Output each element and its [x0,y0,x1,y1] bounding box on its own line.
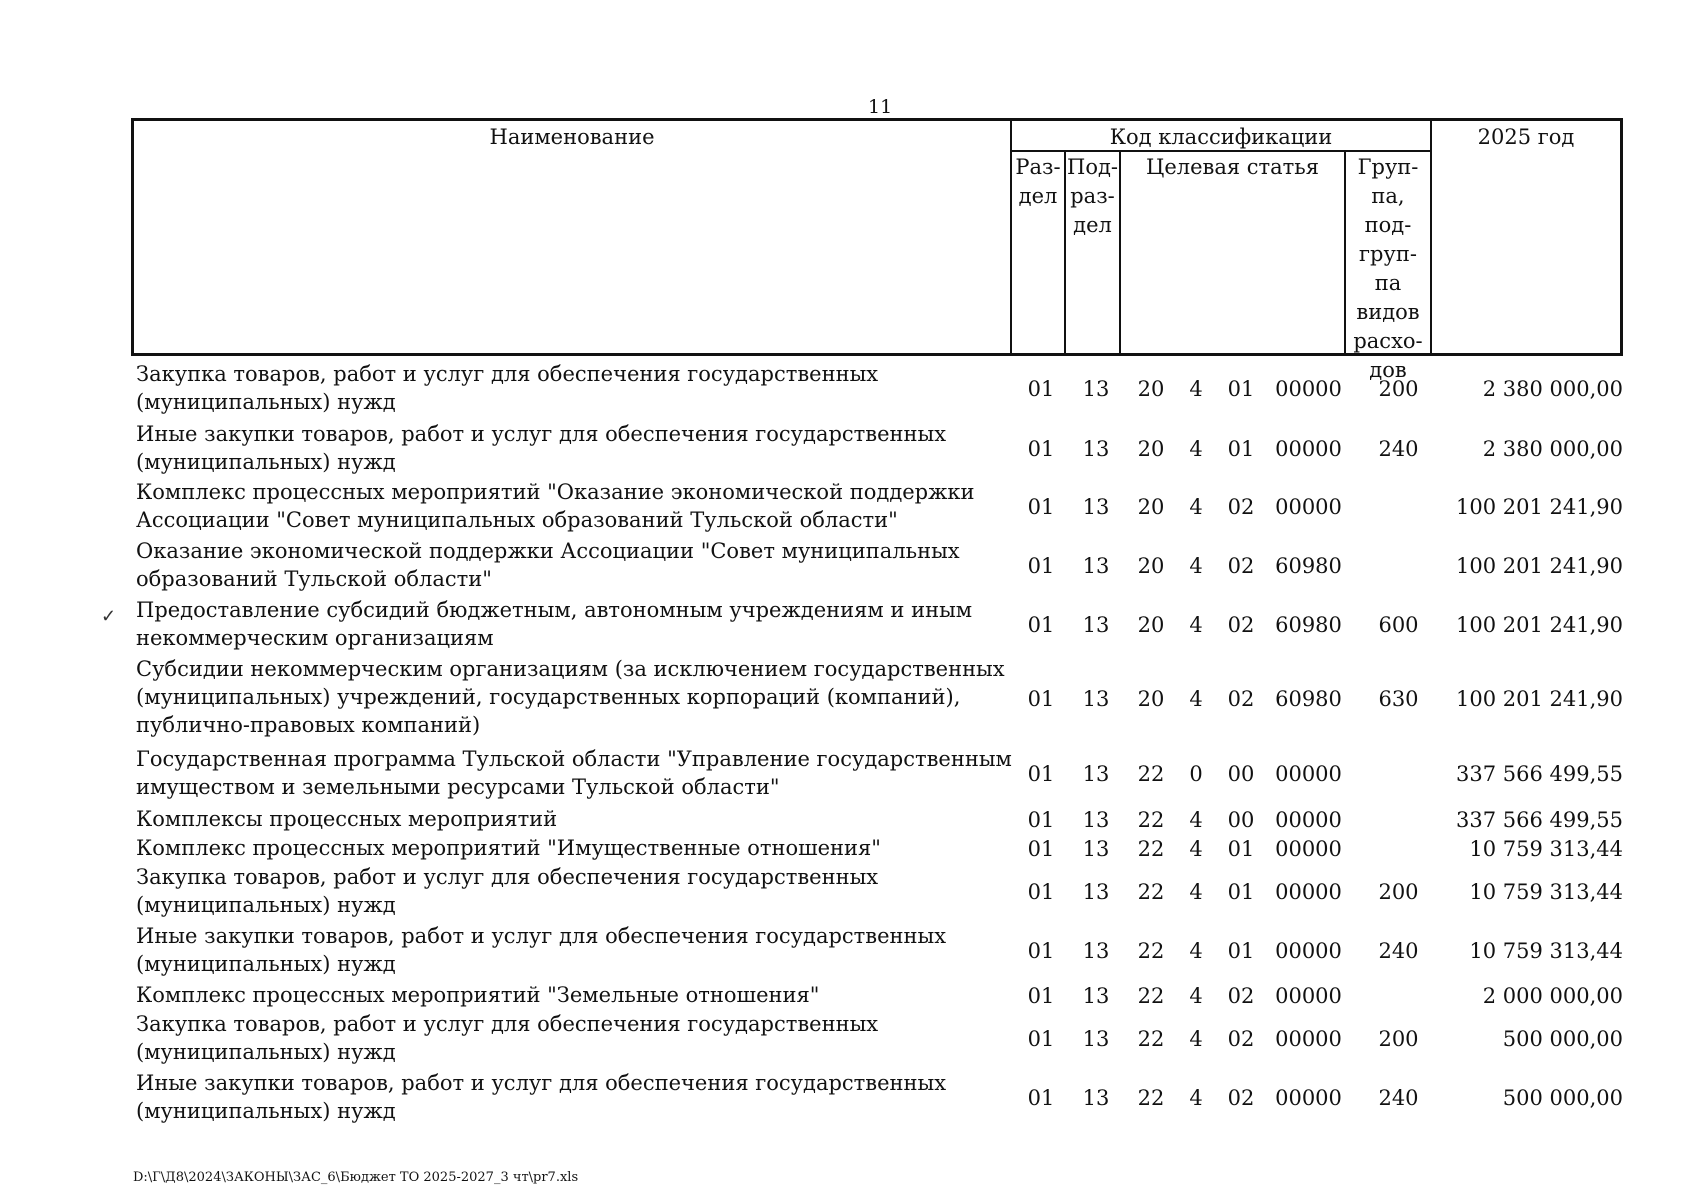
row-razdel: 01 [1027,554,1055,578]
header-group: Груп- па, под- груп- па видов расхо- дов [1353,155,1423,382]
row-amount: 2 000 000,00 [1482,983,1623,1008]
row-razdel: 01 [1027,437,1055,461]
header-section: Раз- дел [1015,155,1061,208]
row-name: Закупка товаров, работ и услуг для обеспечения государственных (муниципальных) нужд [136,362,879,414]
row-group: 240 [1378,939,1419,963]
row-amount: 337 566 499,55 [1456,762,1623,786]
row-cs3: 01 [1227,939,1255,963]
row-cs2: 4 [1189,687,1203,711]
row-amount: 100 201 241,90 [1456,613,1623,637]
table-row [131,360,1631,418]
row-cs1: 20 [1137,495,1165,519]
row-cs2: 4 [1189,1086,1203,1110]
row-amount: 10 759 313,44 [1469,880,1623,904]
table-row [131,420,1631,478]
row-cs4: 00000 [1275,983,1342,1008]
row-cs3: 01 [1227,377,1255,401]
row-cs1: 22 [1137,983,1165,1008]
row-cs3: 02 [1227,613,1255,637]
row-cs4: 00000 [1275,1086,1342,1110]
row-group: 240 [1378,1086,1419,1110]
row-cs2: 4 [1189,554,1203,578]
header-name: Наименование [489,125,655,149]
row-name: Государственная программа Тульской области "Управление государственным имуществом и земельными ресурсами Тульской области" [136,747,1012,799]
row-cs3: 02 [1227,1027,1255,1051]
row-cs4: 00000 [1275,377,1342,401]
row-cs2: 4 [1189,880,1203,904]
row-amount: 10 759 313,44 [1469,939,1623,963]
row-podrazdel: 13 [1082,1027,1110,1051]
row-cs4: 00000 [1275,495,1342,519]
row-name: Предоставление субсидий бюджетным, автономным учреждениям и иным некоммерческим организациям [136,598,973,650]
row-name: Комплекс процессных мероприятий "Оказание экономической поддержки Ассоциации "Совет муниципальных образований Тульской области" [136,480,975,532]
row-cs4: 00000 [1275,437,1342,461]
row-group: 200 [1378,377,1419,401]
row-razdel: 01 [1027,687,1055,711]
row-cs2: 4 [1189,983,1203,1008]
row-razdel: 01 [1027,836,1055,861]
row-cs4: 00000 [1275,1027,1342,1051]
table-row [131,922,1631,980]
row-cs1: 20 [1137,554,1165,578]
row-amount: 2 380 000,00 [1482,437,1623,461]
row-group: 600 [1378,613,1419,637]
row-cs3: 02 [1227,1086,1255,1110]
row-razdel: 01 [1027,762,1055,786]
row-cs2: 4 [1189,377,1203,401]
row-cs3: 02 [1227,495,1255,519]
row-amount: 2 380 000,00 [1482,377,1623,401]
row-cs4: 00000 [1275,836,1342,861]
row-podrazdel: 13 [1082,495,1110,519]
row-amount: 500 000,00 [1502,1086,1623,1110]
row-cs3: 00 [1227,807,1255,832]
row-group: 200 [1378,880,1419,904]
row-razdel: 01 [1027,1027,1055,1051]
row-name: Иные закупки товаров, работ и услуг для обеспечения государственных (муниципальных) нужд [136,924,947,976]
row-cs1: 22 [1137,1086,1165,1110]
row-cs3: 02 [1227,687,1255,711]
row-name: Иные закупки товаров, работ и услуг для обеспечения государственных (муниципальных) нужд [136,1071,947,1123]
row-cs3: 02 [1227,983,1255,1008]
row-podrazdel: 13 [1082,880,1110,904]
row-podrazdel: 13 [1082,1086,1110,1110]
row-cs2: 4 [1189,495,1203,519]
row-razdel: 01 [1027,880,1055,904]
header-classification: Код классификации [1109,125,1333,149]
page-number: 11 [868,96,893,118]
row-cs1: 20 [1137,687,1165,711]
row-cs4: 60980 [1275,613,1342,637]
row-amount: 10 759 313,44 [1469,836,1623,861]
row-podrazdel: 13 [1082,437,1110,461]
row-name: Комплекс процессных мероприятий "Имущественные отношения" [136,836,881,860]
row-razdel: 01 [1027,495,1055,519]
row-name: Комплексы процессных мероприятий [136,807,558,831]
row-cs1: 22 [1137,836,1165,861]
table-row [131,1069,1631,1127]
row-cs3: 01 [1227,437,1255,461]
table-row [131,834,1631,863]
row-cs4: 60980 [1275,554,1342,578]
row-amount: 337 566 499,55 [1456,807,1623,832]
row-podrazdel: 13 [1082,687,1110,711]
table-row [131,805,1631,834]
row-razdel: 01 [1027,613,1055,637]
row-podrazdel: 13 [1082,762,1110,786]
row-cs1: 22 [1137,880,1165,904]
table-row [131,537,1631,595]
row-cs4: 00000 [1275,762,1342,786]
row-cs1: 22 [1137,939,1165,963]
row-cs2: 4 [1189,437,1203,461]
header-subsection: Под- раз- дел [1067,155,1118,237]
row-cs2: 4 [1189,613,1203,637]
row-cs1: 22 [1137,762,1165,786]
table-row [131,1010,1631,1068]
row-amount: 100 201 241,90 [1456,554,1623,578]
row-cs2: 4 [1189,836,1203,861]
row-razdel: 01 [1027,939,1055,963]
row-cs2: 4 [1189,1027,1203,1051]
row-group: 630 [1378,687,1419,711]
row-group: 240 [1378,437,1419,461]
row-razdel: 01 [1027,377,1055,401]
row-cs4: 00000 [1275,939,1342,963]
row-podrazdel: 13 [1082,807,1110,832]
row-podrazdel: 13 [1082,983,1110,1008]
row-podrazdel: 13 [1082,836,1110,861]
row-cs3: 02 [1227,554,1255,578]
row-cs3: 01 [1227,836,1255,861]
row-name: Субсидии некоммерческим организациям (за исключением государственных (муниципальных) учреждений, государственных корпораций (компаний), публично-правовых компаний) [136,657,1005,737]
row-amount: 100 201 241,90 [1456,687,1623,711]
row-cs4: 60980 [1275,687,1342,711]
header-year: 2025 год [1477,125,1575,149]
table-row [131,745,1631,803]
row-cs3: 01 [1227,880,1255,904]
table-row [131,478,1631,536]
row-cs1: 22 [1137,1027,1165,1051]
header-target-article: Целевая статья [1146,155,1319,179]
row-cs2: 0 [1189,762,1203,786]
row-name: Закупка товаров, работ и услуг для обеспечения государственных (муниципальных) нужд [136,1012,879,1064]
file-path-footer: D:\Г\Д8\2024\ЗАКОНЫ\ЗАС_6\Бюджет ТО 2025-2027_3 чт\pr7.xls [133,1170,579,1185]
row-name: Оказание экономической поддержки Ассоциации "Совет муниципальных образований Тульской области" [136,539,960,591]
row-group: 200 [1378,1027,1419,1051]
row-name: Иные закупки товаров, работ и услуг для обеспечения государственных (муниципальных) нужд [136,422,947,474]
table-header [131,118,1623,382]
row-podrazdel: 13 [1082,939,1110,963]
row-podrazdel: 13 [1082,554,1110,578]
row-razdel: 01 [1027,983,1055,1008]
row-cs3: 00 [1227,762,1255,786]
row-amount: 500 000,00 [1502,1027,1623,1051]
table-row [131,596,1631,654]
table-row [131,655,1631,743]
row-cs4: 00000 [1275,807,1342,832]
row-podrazdel: 13 [1082,377,1110,401]
row-razdel: 01 [1027,807,1055,832]
row-cs1: 22 [1137,807,1165,832]
row-amount: 100 201 241,90 [1456,495,1623,519]
row-cs2: 4 [1189,807,1203,832]
row-cs4: 00000 [1275,880,1342,904]
row-razdel: 01 [1027,1086,1055,1110]
row-name: Комплекс процессных мероприятий "Земельные отношения" [136,983,820,1007]
check-mark-icon: ✓ [101,606,117,627]
table-row [131,981,1631,1010]
row-cs1: 20 [1137,437,1165,461]
table-row [131,863,1631,921]
row-name: Закупка товаров, работ и услуг для обеспечения государственных (муниципальных) нужд [136,865,879,917]
row-cs1: 20 [1137,613,1165,637]
row-podrazdel: 13 [1082,613,1110,637]
row-cs1: 20 [1137,377,1165,401]
row-cs2: 4 [1189,939,1203,963]
